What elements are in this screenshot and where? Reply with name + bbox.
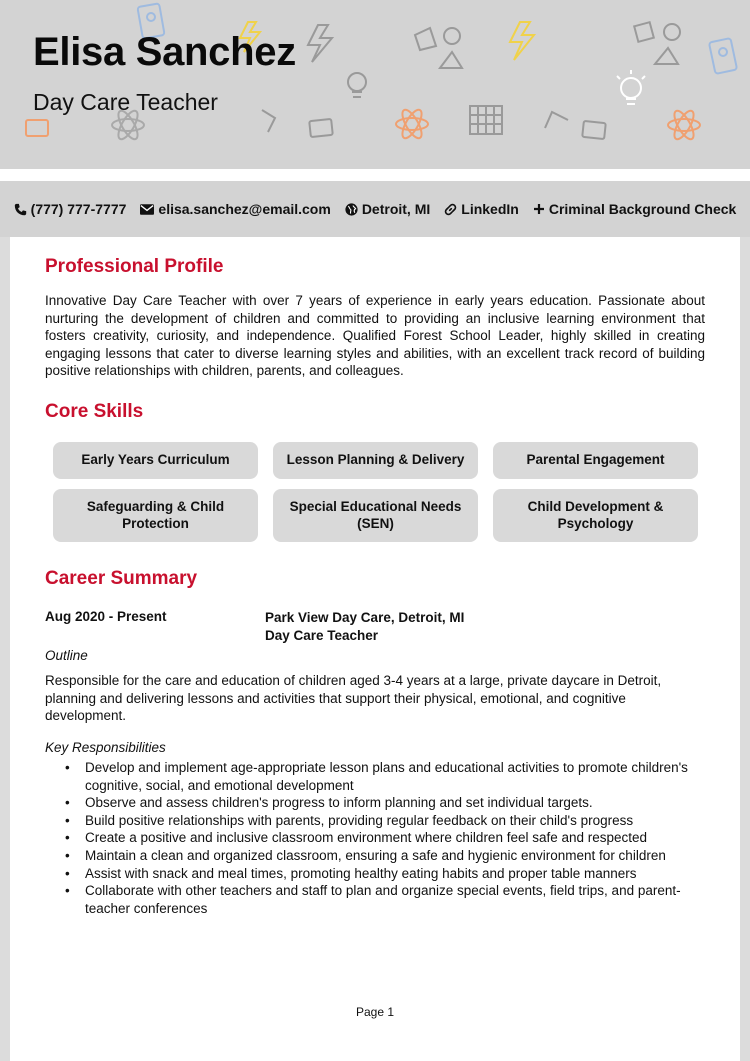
page-number: Page 1 [355, 1005, 395, 1019]
skill-chip: Child Development & Psychology [493, 489, 698, 542]
skill-chip: Parental Engagement [493, 442, 698, 479]
corner-doodle-icon [545, 112, 568, 128]
atom-doodle-icon [396, 107, 428, 141]
contact-phone[interactable] [14, 201, 127, 217]
list-item: • Develop and implement age-appropriate lesson plans and educational activities to promote children's cognitive, social, and emotional development [85, 759, 705, 794]
phone-icon [14, 203, 27, 216]
decorative-doodles [0, 0, 750, 169]
contact-bar [0, 181, 750, 237]
shapes-doodle-icon [415, 28, 462, 68]
contact-linkedin[interactable] [444, 201, 519, 217]
book-doodle-icon [309, 119, 333, 137]
job-role: Day Care Teacher [265, 628, 379, 643]
list-item: • Build positive relationships with parents, providing regular feedback on their child's progress [85, 812, 705, 830]
book-doodle-icon [582, 121, 606, 139]
list-item: • Create a positive and inclusive classroom environment where children feel safe and respected [85, 829, 705, 847]
header-separator [0, 169, 750, 181]
list-item: • Assist with snack and meal times, promoting healthy eating habits and proper table manners [85, 865, 705, 883]
profile-text: Innovative Day Care Teacher with over 7 years of experience in early years education. Passionate about nurturing the development of children and committed to providing an inclusive learning environment that fosters creativity, curiosity, and independence. Qualified Forest School Leader, highly skilled in creating engaging lessons that cater to diverse learning styles and abilities, with an excellent track record of building positive relationships with children, parents, and colleagues. [45, 293, 705, 379]
shapes-doodle-icon [634, 22, 680, 64]
resume-body [10, 237, 740, 1061]
contact-location [345, 201, 430, 217]
phone-text: (777) 777-7777 [30, 201, 127, 217]
lightning-doodle-icon [308, 25, 332, 62]
linkedin-text: LinkedIn [461, 201, 519, 217]
skill-chip: Lesson Planning & Delivery [273, 442, 478, 479]
profile-heading: Professional Profile [45, 256, 224, 277]
phone-doodle-icon [709, 38, 737, 74]
email-text: elisa.sanchez@email.com [158, 201, 331, 217]
building-doodle-icon [470, 106, 502, 134]
lightning-doodle-icon [510, 22, 534, 60]
envelope-icon [140, 204, 154, 215]
list-item: • Maintain a clean and organized classroom, ensuring a safe and hygienic environment for children [85, 847, 705, 865]
contact-email[interactable] [140, 201, 330, 217]
skills-heading: Core Skills [45, 401, 144, 422]
skill-chip: Special Educational Needs (SEN) [273, 489, 478, 542]
outline-label: Outline [45, 648, 88, 663]
lightbulb-doodle-icon [348, 73, 366, 97]
resume-header [0, 0, 750, 169]
book-doodle-icon [26, 120, 48, 136]
atom-doodle-icon [668, 108, 700, 142]
list-item: • Collaborate with other teachers and staff to plan and organize special events, field trips, and parent-teacher conferences [85, 882, 705, 917]
globe-icon [345, 203, 358, 216]
location-text: Detroit, MI [361, 201, 431, 217]
outline-text: Responsible for the care and education of children aged 3-4 years at a large, private daycare in Detroit, planning and delivering lessons and activities that support their physical, emotional, and cognitive development. [45, 673, 662, 724]
skill-chip: Safeguarding & Child Protection [53, 489, 258, 542]
job-dates: Aug 2020 - Present [45, 609, 167, 624]
candidate-name: Elisa Sanchez [33, 30, 296, 74]
responsibilities-label: Key Responsibilities [45, 740, 166, 755]
job-employer-block [265, 609, 464, 645]
skills-grid [53, 442, 697, 542]
list-item: • Observe and assess children's progress to inform planning and set individual targets. [85, 794, 705, 812]
lightbulb-doodle-icon [617, 70, 645, 104]
responsibilities-list [85, 759, 705, 917]
job-employer: Park View Day Care, Detroit, MI [265, 610, 465, 625]
career-heading: Career Summary [45, 568, 198, 589]
plus-icon [533, 203, 545, 215]
contact-background-check [533, 201, 737, 217]
skill-chip: Early Years Curriculum [53, 442, 258, 479]
background-check-text: Criminal Background Check [548, 201, 737, 217]
corner-doodle-icon [262, 110, 275, 132]
link-icon [444, 203, 457, 216]
job-title: Day Care Teacher [33, 89, 218, 115]
